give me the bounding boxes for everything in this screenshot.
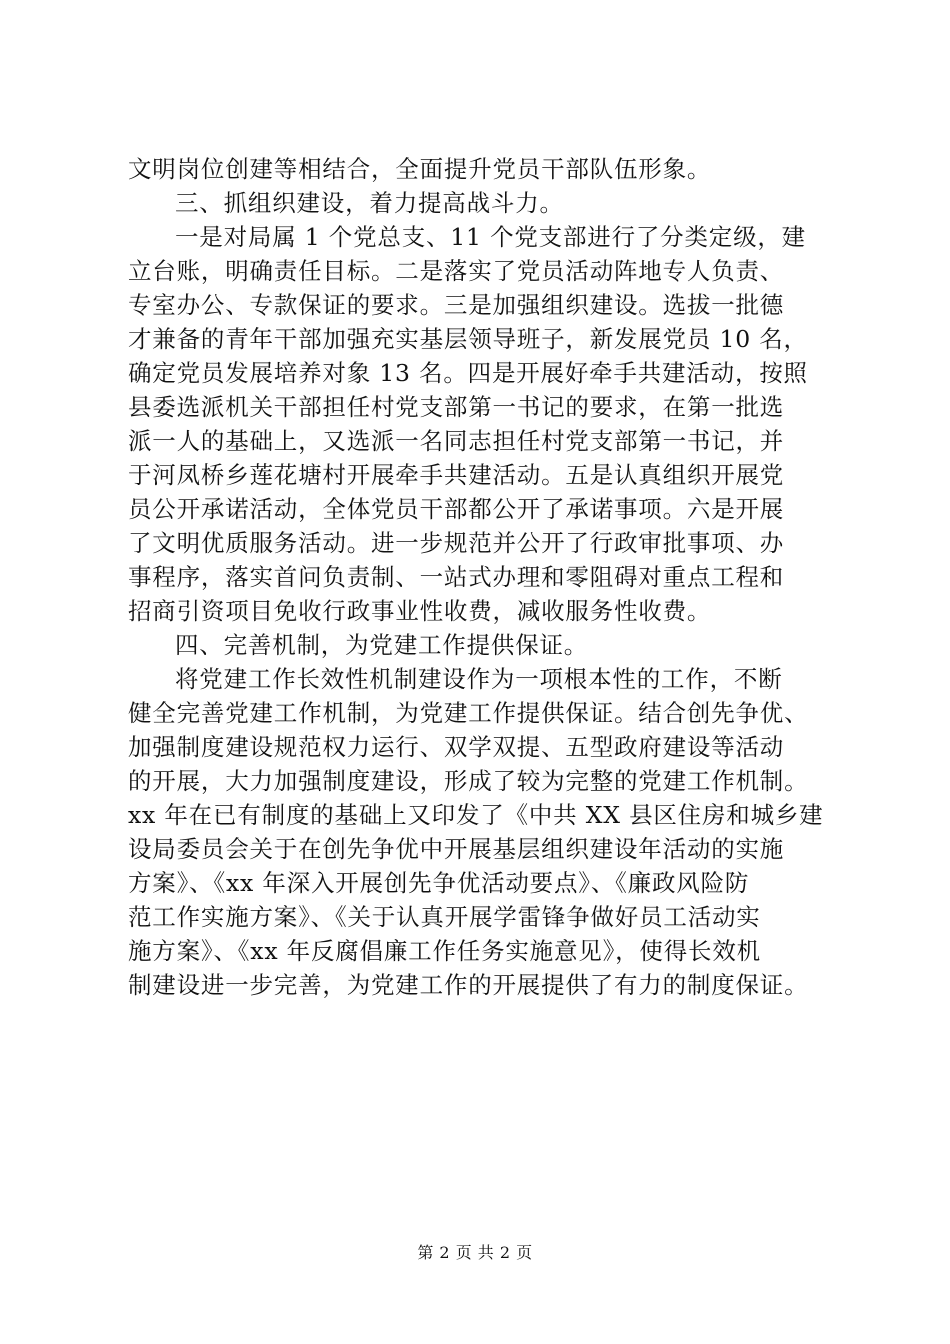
text-line: 事程序，落实首问负责制、一站式办理和零阻碍对重点工程和: [128, 563, 785, 591]
text-line: 健全完善党建工作机制，为党建工作提供保证。结合创先争优、: [128, 699, 809, 727]
text-line: 一是对局属 1 个党总支、11 个党支部进行了分类定级，建: [175, 223, 806, 251]
text-line: 派一人的基础上，又选派一名同志担任村党支部第一书记，并: [128, 427, 785, 455]
text-line: 文明岗位创建等相结合，全面提升党员干部队伍形象。: [128, 155, 712, 183]
text-line: 加强制度建设规范权力运行、双学双提、五型政府建设等活动: [128, 733, 785, 761]
text-line: 的开展，大力加强制度建设，形成了较为完整的党建工作机制。: [128, 767, 809, 795]
text-line: 招商引资项目免收行政事业性收费，减收服务性收费。: [128, 597, 712, 625]
text-line: 将党建工作长效性机制建设作为一项根本性的工作，不断: [175, 665, 783, 693]
text-line: 设局委员会关于在创先争优中开展基层组织建设年活动的实施: [128, 835, 785, 863]
text-line: 专室办公、专款保证的要求。三是加强组织建设。选拔一批德: [128, 291, 785, 319]
text-line: 立台账，明确责任目标。二是落实了党员活动阵地专人负责、: [128, 257, 785, 285]
text-line: 于河凤桥乡莲花塘村开展牵手共建活动。五是认真组织开展党: [128, 461, 785, 489]
section-heading: 三、抓组织建设，着力提高战斗力。: [175, 189, 564, 217]
text-line: 才兼备的青年干部加强充实基层领导班子，新发展党员 10 名，: [128, 325, 808, 353]
text-line: 了文明优质服务活动。进一步规范并公开了行政审批事项、办: [128, 529, 785, 557]
text-line: 县委选派机关干部担任村党支部第一书记的要求，在第一批选: [128, 393, 785, 421]
text-line: 施方案》、《xx 年反腐倡廉工作任务实施意见》，使得长效机: [128, 937, 761, 965]
text-line: 确定党员发展培养对象 13 名。四是开展好牵手共建活动，按照: [128, 359, 808, 387]
text-line: 方案》、《xx 年深入开展创先争优活动要点》、《廉政风险防: [128, 869, 750, 897]
text-line: xx 年在已有制度的基础上又印发了《中共 XX 县区住房和城乡建: [128, 801, 824, 829]
text-line: 范工作实施方案》、《关于认真开展学雷锋争做好员工活动实: [128, 903, 761, 931]
section-heading: 四、完善机制，为党建工作提供保证。: [175, 631, 589, 659]
text-line: 制建设进一步完善，为党建工作的开展提供了有力的制度保证。: [128, 971, 809, 999]
page-number-footer: 第 2 页 共 2 页: [417, 1243, 533, 1262]
text-line: 员公开承诺活动，全体党员干部都公开了承诺事项。六是开展: [128, 495, 785, 523]
